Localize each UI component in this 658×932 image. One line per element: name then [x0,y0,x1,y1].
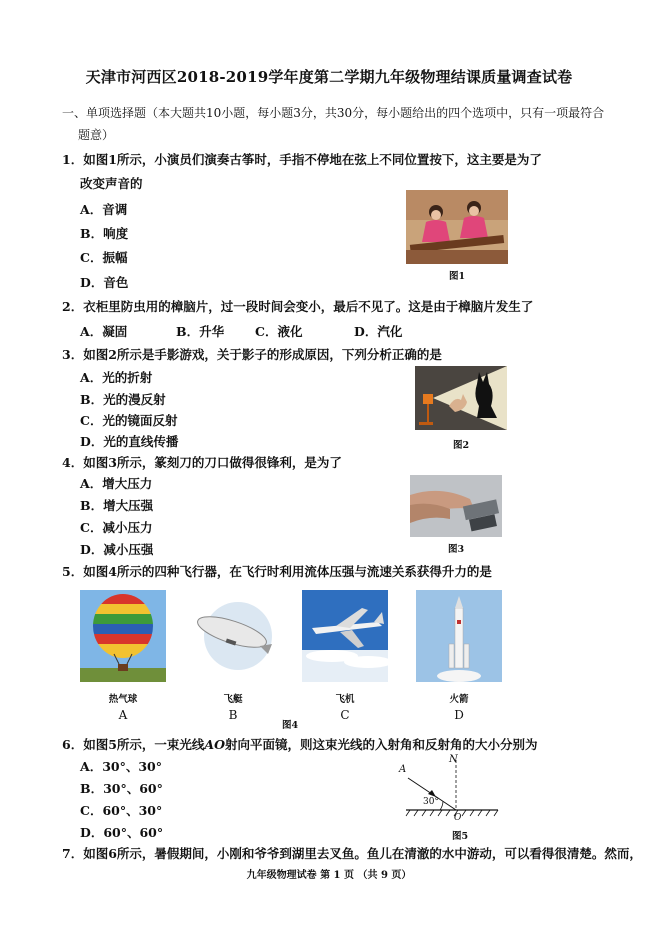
figure-4c-caption: 飞机 [335,694,355,705]
figure-4-caption: 图4 [281,720,299,731]
choice-letter-c: C [340,708,350,722]
question-6-stem [62,735,538,753]
section-heading-line2: 题意） [78,128,115,142]
question-6-stem-part2: 射向平面镜，则这束光线的入射角和反射角的大小分别为 [225,737,538,752]
question-6-stem-part1: 6．如图5所示，一束光线 [62,737,205,752]
question-2-option-b: B．升华 [176,324,225,339]
question-6-option-c: C．60°、30° [80,803,163,818]
choice-letter-d: D [454,708,464,722]
section-heading-line1: 一、单项选择题（本大题共10小题，每小题3分，共30分，每小题给出的四个选项中，只有一项最符合 [62,106,605,120]
question-6-option-d: D．60°、60° [80,825,164,840]
question-1-stem: 1．如图1所示，小演员们演奏古筝时，手指不停地在弦上不同位置按下，这主要是为了 [62,152,542,167]
airship-photo [190,590,276,682]
page-footer: 九年级物理试卷 第 1 页 （共 9 页） [246,870,412,881]
hand-shadow-photo [415,366,507,430]
question-4-option-d: D．减小压强 [80,542,154,557]
question-1-stem-cont: 改变声音的 [80,176,143,191]
question-3-stem: 3．如图2所示是手影游戏，关于影子的形成原因，下列分析正确的是 [62,347,442,362]
question-1-option-c: C．振幅 [80,250,128,265]
hot-air-balloon-photo [80,590,166,682]
figure-4a-caption: 热气球 [108,694,138,705]
question-3-option-d: D．光的直线传播 [80,434,179,449]
rocket-photo [416,590,502,682]
question-1-option-a: A．音调 [80,202,128,217]
question-7-stem: 7．如图6所示，暑假期间，小刚和爷爷到湖里去叉鱼。鱼儿在清澈的水中游动，可以看得很清楚。然而， [62,846,642,861]
diagram-label-o: O [454,813,462,823]
diagram-label-n: N [449,754,458,765]
question-3-option-b: B．光的漫反射 [80,392,166,407]
question-1-option-b: B．响度 [80,226,129,241]
question-6-ao-label: AO [204,737,225,752]
question-3-option-a: A．光的折射 [80,370,153,385]
page-title: 天津市河西区2018-2019学年度第二学期九年级物理结课质量调查试卷 [85,68,573,86]
figure-4d-caption: 火箭 [449,694,469,705]
question-3-option-c: C．光的镜面反射 [80,413,178,428]
figure-1-caption: 图1 [448,271,466,282]
question-2-option-d: D．汽化 [354,324,403,339]
question-4-stem: 4．如图3所示，篆刻刀的刀口做得很锋利，是为了 [62,455,342,470]
diagram-label-a: A [399,764,407,775]
figure-2-caption: 图2 [452,440,470,451]
section-heading [62,102,617,146]
diagram-angle-label: 30° [423,797,439,807]
question-6-option-a: A．30°、30° [80,759,162,774]
question-4-option-a: A．增大压力 [80,476,153,491]
question-2-option-c: C．液化 [255,324,303,339]
question-1-option-d: D．音色 [80,275,129,290]
question-4-option-c: C．减小压力 [80,520,153,535]
question-5-stem: 5．如图4所示的四种飞行器，在飞行时利用流体压强与流速关系获得升力的是 [62,564,492,579]
question-6-option-b: B．30°、60° [80,781,163,796]
figure-3-caption: 图3 [447,544,465,555]
question-2-option-a: A．凝固 [80,324,128,339]
question-4-option-b: B．增大压强 [80,498,154,513]
airplane-photo [302,590,388,682]
choice-letter-a: A [118,708,128,722]
figure-4b-caption: 飞艇 [223,694,243,705]
guzheng-players-photo [406,190,508,264]
question-2-stem: 2．衣柜里防虫用的樟脑片，过一段时间会变小，最后不见了。这是由于樟脑片发生了 [62,299,534,314]
carving-knife-photo [410,475,502,537]
choice-letter-b: B [228,708,238,722]
figure-5-caption: 图5 [451,831,469,842]
